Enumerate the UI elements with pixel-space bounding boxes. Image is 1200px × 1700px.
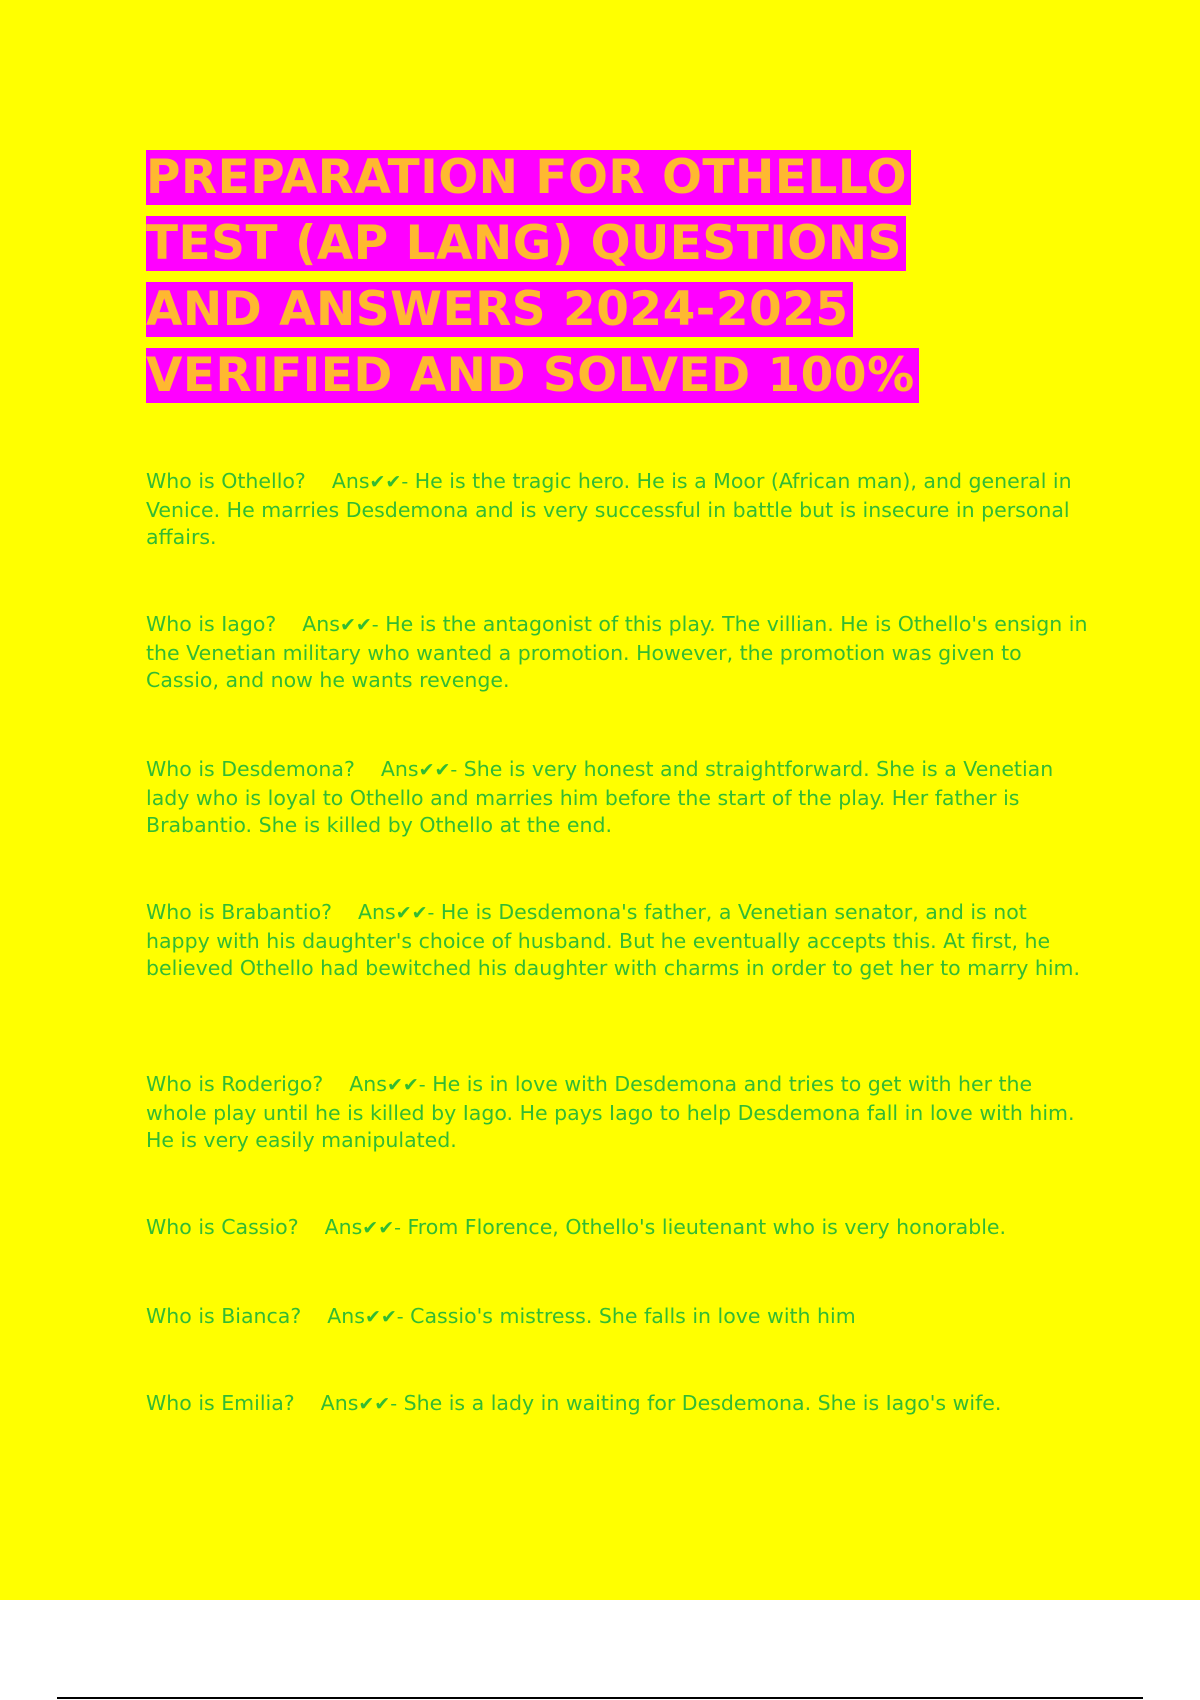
answer-label: Ans (320, 1391, 359, 1415)
question-text: Who is Othello? (146, 469, 306, 493)
answer-label: Ans (349, 1072, 387, 1096)
answer-text: He is the tragic hero. He is a Moor (African man), and general in Venice. He marries Desdemona and is very successful in battle but is insecure in personal affairs. (146, 469, 1072, 549)
check-marks-icon: ✔✔- (362, 1217, 401, 1239)
answer-text: He is in love with Desdemona and tries to get with her the whole play until he is killed by Iago. He pays Iago to help Desdemona fall in love with him. He is very easily manipulated. (146, 1072, 1075, 1152)
check-marks-icon: ✔✔- (369, 471, 409, 493)
answer-text: She is very honest and straightforward. She is a Venetian lady who is loyal to Othello and marries him before the start of the play. Her father is Brabantio. She is killed by Othello at the end. (146, 757, 1054, 837)
footer-divider (57, 1697, 1143, 1699)
check-marks-icon: ✔✔- (386, 1074, 426, 1096)
question-text: Who is Iago? (146, 612, 277, 636)
answer-text: Cassio's mistress. She falls in love with him (403, 1304, 856, 1328)
check-marks-icon: ✔✔- (358, 1393, 398, 1415)
answer-text: From Florence, Othello's lieutenant who is very honorable. (400, 1215, 1007, 1239)
question-text: Who is Cassio? (146, 1215, 299, 1239)
qa-item-cassio (146, 1214, 1096, 1243)
qa-item-emilia (146, 1390, 1096, 1419)
answer-label: Ans (358, 900, 396, 924)
document-title (146, 145, 1046, 409)
qa-item-brabantio (146, 899, 1096, 983)
question-text: Who is Bianca? (146, 1304, 302, 1328)
qa-item-bianca (146, 1303, 1096, 1332)
check-marks-icon: ✔✔- (418, 759, 458, 781)
title-line: AND ANSWERS 2024-2025 (146, 282, 853, 337)
answer-text: He is Desdemona's father, a Venetian senator, and is not happy with his daughter's choice of husband. But he eventually accepts this. At first, he believed Othello had bewitched his daughter with charms in order to get her to marry him. (146, 900, 1081, 980)
answer-label: Ans (331, 469, 370, 493)
question-text: Who is Roderigo? (146, 1072, 324, 1096)
qa-item-othello (146, 468, 1096, 552)
title-line: TEST (AP LANG) QUESTIONS (146, 216, 906, 271)
answer-label: Ans (380, 757, 419, 781)
check-marks-icon: ✔✔- (364, 1306, 404, 1328)
answer-label: Ans (327, 1304, 365, 1328)
answer-label: Ans (324, 1215, 363, 1239)
qa-item-desdemona (146, 756, 1096, 840)
question-text: Who is Brabantio? (146, 900, 332, 924)
qa-item-roderigo (146, 1071, 1096, 1155)
answer-label: Ans (302, 612, 340, 636)
question-text: Who is Desdemona? (146, 757, 355, 781)
check-marks-icon: ✔✔- (339, 614, 379, 636)
title-line: PREPARATION FOR OTHELLO (146, 150, 911, 205)
answer-text: He is the antagonist of this play. The villian. He is Othello's ensign in the Venetian military who wanted a promotion. However, the promotion was given to Cassio, and now he wants revenge. (146, 612, 1088, 692)
answer-text: She is a lady in waiting for Desdemona. She is Iago's wife. (397, 1391, 1002, 1415)
qa-item-iago (146, 611, 1096, 695)
question-text: Who is Emilia? (146, 1391, 295, 1415)
check-marks-icon: ✔✔- (395, 902, 435, 924)
title-line: VERIFIED AND SOLVED 100% (146, 348, 919, 403)
